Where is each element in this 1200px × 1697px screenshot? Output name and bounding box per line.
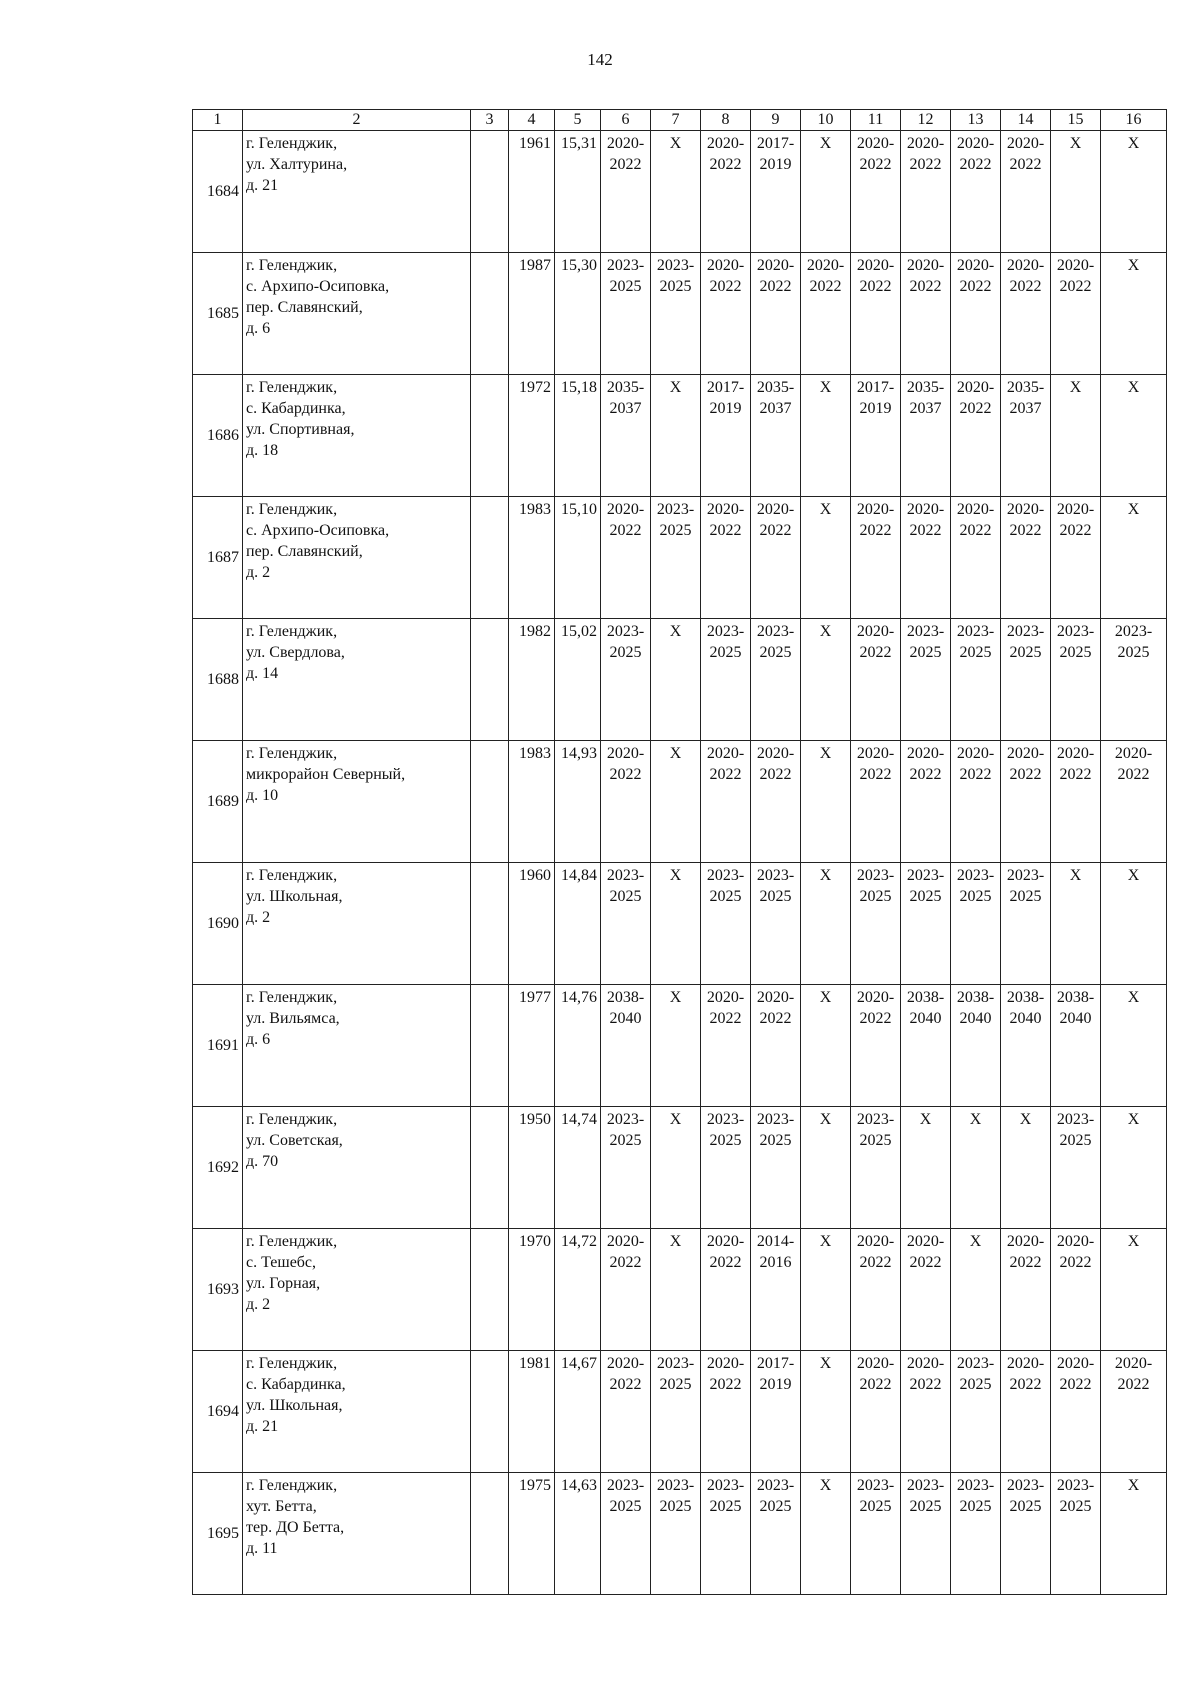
address-line: г. Геленджик, xyxy=(246,989,338,1006)
table-row xyxy=(193,1229,1167,1351)
column-header-13: 13 xyxy=(951,110,1001,131)
year-cell: 1975 xyxy=(509,1473,555,1595)
period-cell: 2020- 2022 xyxy=(601,1229,651,1351)
table-row xyxy=(193,253,1167,375)
column-header-6: 6 xyxy=(601,110,651,131)
period-cell: X xyxy=(1101,1229,1167,1351)
period-cell: 2020- 2022 xyxy=(951,741,1001,863)
address-line: ул. Спортивная, xyxy=(246,421,355,438)
period-cell: 2023- 2025 xyxy=(701,619,751,741)
period-cell: X xyxy=(1101,1473,1167,1595)
period-cell: X xyxy=(801,863,851,985)
address-line: ул. Школьная, xyxy=(246,888,343,905)
period-cell: 2023- 2025 xyxy=(1001,1473,1051,1595)
period-cell: 2020- 2022 xyxy=(601,741,651,863)
value-cell: 15,18 xyxy=(555,375,601,497)
period-cell: 2020- 2022 xyxy=(1101,741,1167,863)
address-line: г. Геленджик, xyxy=(246,1477,338,1494)
table-row xyxy=(193,131,1167,253)
period-cell: 2020- 2022 xyxy=(1051,253,1101,375)
period-cell: 2020- 2022 xyxy=(951,497,1001,619)
period-cell: 2020- 2022 xyxy=(751,741,801,863)
period-cell: X xyxy=(1051,375,1101,497)
address-line: д. 14 xyxy=(246,665,279,682)
address-line: с. Архипо-Осиповка, xyxy=(246,278,390,295)
address-line: г. Геленджик, xyxy=(246,1233,338,1250)
row-number: 1686 xyxy=(193,375,243,497)
period-cell: X xyxy=(1101,985,1167,1107)
period-cell: 2020- 2022 xyxy=(1001,131,1051,253)
period-cell: 2020- 2022 xyxy=(851,1351,901,1473)
column-header-4: 4 xyxy=(509,110,555,131)
period-cell: 2023- 2025 xyxy=(601,253,651,375)
period-cell: 2020- 2022 xyxy=(851,253,901,375)
period-cell: 2020- 2022 xyxy=(701,253,751,375)
value-cell: 15,30 xyxy=(555,253,601,375)
column-header-16: 16 xyxy=(1101,110,1167,131)
period-cell: 2023- 2025 xyxy=(601,1107,651,1229)
empty-cell xyxy=(471,1351,509,1473)
period-cell: X xyxy=(1101,253,1167,375)
address-line: д. 21 xyxy=(246,1418,279,1435)
period-cell: X xyxy=(651,985,701,1107)
period-cell: 2017- 2019 xyxy=(751,1351,801,1473)
address-line: ул. Школьная, xyxy=(246,1397,343,1414)
year-cell: 1960 xyxy=(509,863,555,985)
period-cell: 2020- 2022 xyxy=(701,1351,751,1473)
period-cell: 2020- 2022 xyxy=(851,741,901,863)
address-line: тер. ДО Бетта, xyxy=(246,1519,345,1536)
period-cell: 2020- 2022 xyxy=(851,131,901,253)
year-cell: 1982 xyxy=(509,619,555,741)
period-cell: 2020- 2022 xyxy=(1001,497,1051,619)
address-cell xyxy=(243,253,471,375)
address-line: д. 10 xyxy=(246,787,279,804)
period-cell: 2038- 2040 xyxy=(1051,985,1101,1107)
period-cell: 2023- 2025 xyxy=(751,1473,801,1595)
period-cell: 2023- 2025 xyxy=(701,863,751,985)
period-cell: 2020- 2022 xyxy=(751,253,801,375)
address-line: с. Кабардинка, xyxy=(246,1376,346,1393)
period-cell: X xyxy=(1051,863,1101,985)
column-header-5: 5 xyxy=(555,110,601,131)
period-cell: 2038- 2040 xyxy=(901,985,951,1107)
column-number-row xyxy=(193,110,1167,131)
period-cell: 2020- 2022 xyxy=(751,985,801,1107)
period-cell: 2020- 2022 xyxy=(1051,497,1101,619)
address-line: ул. Советская, xyxy=(246,1132,343,1149)
period-cell: 2020- 2022 xyxy=(851,985,901,1107)
address-line: г. Геленджик, xyxy=(246,135,338,152)
empty-cell xyxy=(471,619,509,741)
period-cell: X xyxy=(801,741,851,863)
empty-cell xyxy=(471,1107,509,1229)
year-cell: 1983 xyxy=(509,741,555,863)
row-number: 1693 xyxy=(193,1229,243,1351)
period-cell: X xyxy=(1051,131,1101,253)
period-cell: 2023- 2025 xyxy=(851,863,901,985)
period-cell: 2020- 2022 xyxy=(701,497,751,619)
period-cell: 2020- 2022 xyxy=(1051,741,1101,863)
period-cell: 2023- 2025 xyxy=(1051,1107,1101,1229)
year-cell: 1961 xyxy=(509,131,555,253)
period-cell: 2023- 2025 xyxy=(951,1473,1001,1595)
row-number: 1692 xyxy=(193,1107,243,1229)
period-cell: 2020- 2022 xyxy=(901,1229,951,1351)
address-cell xyxy=(243,741,471,863)
address-line: д. 2 xyxy=(246,1296,271,1313)
period-cell: X xyxy=(651,863,701,985)
period-cell: 2023- 2025 xyxy=(851,1107,901,1229)
period-cell: 2020- 2022 xyxy=(701,1229,751,1351)
year-cell: 1972 xyxy=(509,375,555,497)
value-cell: 14,63 xyxy=(555,1473,601,1595)
period-cell: X xyxy=(1101,1107,1167,1229)
value-cell: 15,02 xyxy=(555,619,601,741)
period-cell: 2020- 2022 xyxy=(1051,1351,1101,1473)
table-row xyxy=(193,985,1167,1107)
period-cell: 2023- 2025 xyxy=(901,863,951,985)
period-cell: 2023- 2025 xyxy=(851,1473,901,1595)
column-header-15: 15 xyxy=(1051,110,1101,131)
address-cell xyxy=(243,131,471,253)
address-line: ул. Свердлова, xyxy=(246,644,345,661)
period-cell: X xyxy=(1001,1107,1051,1229)
address-cell xyxy=(243,375,471,497)
address-line: г. Геленджик, xyxy=(246,623,338,640)
address-line: хут. Бетта, xyxy=(246,1498,317,1515)
year-cell: 1981 xyxy=(509,1351,555,1473)
period-cell: 2023- 2025 xyxy=(1051,1473,1101,1595)
period-cell: 2020- 2022 xyxy=(601,131,651,253)
address-cell xyxy=(243,497,471,619)
period-cell: X xyxy=(901,1107,951,1229)
period-cell: 2020- 2022 xyxy=(851,1229,901,1351)
year-cell: 1977 xyxy=(509,985,555,1107)
address-line: д. 2 xyxy=(246,909,271,926)
period-cell: 2020- 2022 xyxy=(1101,1351,1167,1473)
empty-cell xyxy=(471,863,509,985)
empty-cell xyxy=(471,497,509,619)
period-cell: 2023- 2025 xyxy=(951,863,1001,985)
period-cell: X xyxy=(801,985,851,1107)
period-cell: X xyxy=(651,375,701,497)
period-cell: 2023- 2025 xyxy=(601,1473,651,1595)
empty-cell xyxy=(471,1473,509,1595)
year-cell: 1950 xyxy=(509,1107,555,1229)
period-cell: 2035- 2037 xyxy=(1001,375,1051,497)
period-cell: 2020- 2022 xyxy=(901,1351,951,1473)
column-header-8: 8 xyxy=(701,110,751,131)
period-cell: X xyxy=(651,619,701,741)
period-cell: 2023- 2025 xyxy=(1101,619,1167,741)
period-cell: 2023- 2025 xyxy=(601,863,651,985)
period-cell: 2023- 2025 xyxy=(951,619,1001,741)
period-cell: 2020- 2022 xyxy=(701,985,751,1107)
table-row xyxy=(193,497,1167,619)
row-number: 1685 xyxy=(193,253,243,375)
period-cell: 2023- 2025 xyxy=(751,619,801,741)
period-cell: X xyxy=(951,1107,1001,1229)
period-cell: 2020- 2022 xyxy=(901,253,951,375)
period-cell: 2023- 2025 xyxy=(901,1473,951,1595)
address-cell xyxy=(243,1229,471,1351)
address-line: г. Геленджик, xyxy=(246,867,338,884)
address-line: г. Геленджик, xyxy=(246,1355,338,1372)
table-body xyxy=(193,131,1167,1595)
period-cell: X xyxy=(1101,131,1167,253)
period-cell: X xyxy=(801,375,851,497)
value-cell: 14,76 xyxy=(555,985,601,1107)
row-number: 1691 xyxy=(193,985,243,1107)
period-cell: X xyxy=(651,741,701,863)
table-row xyxy=(193,1351,1167,1473)
column-header-3: 3 xyxy=(471,110,509,131)
period-cell: X xyxy=(801,1473,851,1595)
empty-cell xyxy=(471,131,509,253)
period-cell: X xyxy=(801,619,851,741)
address-line: д. 6 xyxy=(246,320,271,337)
period-cell: 2038- 2040 xyxy=(601,985,651,1107)
period-cell: 2023- 2025 xyxy=(751,863,801,985)
period-cell: 2020- 2022 xyxy=(901,131,951,253)
row-number: 1684 xyxy=(193,131,243,253)
period-cell: 2023- 2025 xyxy=(651,1351,701,1473)
address-line: д. 2 xyxy=(246,564,271,581)
value-cell: 14,84 xyxy=(555,863,601,985)
address-line: д. 11 xyxy=(246,1540,278,1557)
value-cell: 14,93 xyxy=(555,741,601,863)
address-cell xyxy=(243,863,471,985)
address-line: ул. Халтурина, xyxy=(246,156,348,173)
period-cell: 2023- 2025 xyxy=(701,1107,751,1229)
page-number: 142 xyxy=(587,50,613,69)
period-cell: X xyxy=(801,1351,851,1473)
period-cell: 2020- 2022 xyxy=(951,375,1001,497)
period-cell: 2020- 2022 xyxy=(951,131,1001,253)
period-cell: 2023- 2025 xyxy=(651,253,701,375)
period-cell: X xyxy=(1101,863,1167,985)
period-cell: 2023- 2025 xyxy=(1051,619,1101,741)
period-cell: 2020- 2022 xyxy=(1051,1229,1101,1351)
address-line: пер. Славянский, xyxy=(246,299,363,316)
column-header-10: 10 xyxy=(801,110,851,131)
period-cell: X xyxy=(801,1107,851,1229)
repair-schedule-table xyxy=(192,109,1167,1595)
column-header-14: 14 xyxy=(1001,110,1051,131)
period-cell: 2020- 2022 xyxy=(751,497,801,619)
table-row xyxy=(193,1107,1167,1229)
period-cell: 2035- 2037 xyxy=(751,375,801,497)
year-cell: 1983 xyxy=(509,497,555,619)
address-line: д. 70 xyxy=(246,1153,279,1170)
period-cell: 2020- 2022 xyxy=(951,253,1001,375)
period-cell: X xyxy=(651,1107,701,1229)
period-cell: 2038- 2040 xyxy=(1001,985,1051,1107)
period-cell: X xyxy=(1101,375,1167,497)
table-row xyxy=(193,1473,1167,1595)
address-line: д. 21 xyxy=(246,177,279,194)
address-line: с. Тешебс, xyxy=(246,1254,317,1271)
empty-cell xyxy=(471,1229,509,1351)
address-cell xyxy=(243,985,471,1107)
period-cell: 2020- 2022 xyxy=(601,1351,651,1473)
address-line: пер. Славянский, xyxy=(246,543,363,560)
period-cell: X xyxy=(801,1229,851,1351)
period-cell: X xyxy=(801,131,851,253)
period-cell: 2035- 2037 xyxy=(601,375,651,497)
empty-cell xyxy=(471,253,509,375)
period-cell: X xyxy=(951,1229,1001,1351)
period-cell: 2020- 2022 xyxy=(901,497,951,619)
address-line: г. Геленджик, xyxy=(246,257,338,274)
table-row xyxy=(193,863,1167,985)
row-number: 1694 xyxy=(193,1351,243,1473)
period-cell: 2023- 2025 xyxy=(651,497,701,619)
period-cell: 2023- 2025 xyxy=(701,1473,751,1595)
empty-cell xyxy=(471,375,509,497)
period-cell: 2023- 2025 xyxy=(751,1107,801,1229)
address-cell xyxy=(243,1473,471,1595)
empty-cell xyxy=(471,741,509,863)
column-header-7: 7 xyxy=(651,110,701,131)
address-cell xyxy=(243,1107,471,1229)
period-cell: 2020- 2022 xyxy=(1001,1351,1051,1473)
period-cell: 2038- 2040 xyxy=(951,985,1001,1107)
year-cell: 1987 xyxy=(509,253,555,375)
period-cell: X xyxy=(801,497,851,619)
table-row xyxy=(193,375,1167,497)
address-line: с. Архипо-Осиповка, xyxy=(246,522,390,539)
empty-cell xyxy=(471,985,509,1107)
address-line: д. 18 xyxy=(246,442,279,459)
address-line: ул. Горная, xyxy=(246,1275,321,1292)
row-number: 1687 xyxy=(193,497,243,619)
column-header-1: 1 xyxy=(193,110,243,131)
period-cell: X xyxy=(651,1229,701,1351)
address-line: г. Геленджик, xyxy=(246,1111,338,1128)
column-header-2: 2 xyxy=(243,110,471,131)
year-cell: 1970 xyxy=(509,1229,555,1351)
period-cell: X xyxy=(651,131,701,253)
period-cell: 2020- 2022 xyxy=(1001,253,1051,375)
column-header-9: 9 xyxy=(751,110,801,131)
value-cell: 15,31 xyxy=(555,131,601,253)
period-cell: X xyxy=(1101,497,1167,619)
table-row xyxy=(193,741,1167,863)
address-line: микрорайон Северный, xyxy=(246,766,406,783)
address-cell xyxy=(243,1351,471,1473)
address-line: г. Геленджик, xyxy=(246,379,338,396)
period-cell: 2014- 2016 xyxy=(751,1229,801,1351)
address-line: г. Геленджик, xyxy=(246,745,338,762)
value-cell: 15,10 xyxy=(555,497,601,619)
period-cell: 2020- 2022 xyxy=(851,619,901,741)
column-header-12: 12 xyxy=(901,110,951,131)
period-cell: 2020- 2022 xyxy=(1001,1229,1051,1351)
period-cell: 2017- 2019 xyxy=(851,375,901,497)
address-line: г. Геленджик, xyxy=(246,501,338,518)
period-cell: 2020- 2022 xyxy=(801,253,851,375)
table-row xyxy=(193,619,1167,741)
address-line: ул. Вильямса, xyxy=(246,1010,340,1027)
period-cell: 2035- 2037 xyxy=(901,375,951,497)
period-cell: 2020- 2022 xyxy=(701,741,751,863)
address-line: д. 6 xyxy=(246,1031,271,1048)
row-number: 1689 xyxy=(193,741,243,863)
value-cell: 14,72 xyxy=(555,1229,601,1351)
period-cell: 2023- 2025 xyxy=(1001,619,1051,741)
address-line: с. Кабардинка, xyxy=(246,400,346,417)
period-cell: 2023- 2025 xyxy=(901,619,951,741)
period-cell: 2023- 2025 xyxy=(1001,863,1051,985)
row-number: 1695 xyxy=(193,1473,243,1595)
row-number: 1690 xyxy=(193,863,243,985)
period-cell: 2023- 2025 xyxy=(951,1351,1001,1473)
period-cell: 2017- 2019 xyxy=(701,375,751,497)
row-number: 1688 xyxy=(193,619,243,741)
period-cell: 2023- 2025 xyxy=(601,619,651,741)
period-cell: 2023- 2025 xyxy=(651,1473,701,1595)
period-cell: 2020- 2022 xyxy=(851,497,901,619)
period-cell: 2020- 2022 xyxy=(901,741,951,863)
address-cell xyxy=(243,619,471,741)
value-cell: 14,74 xyxy=(555,1107,601,1229)
column-header-11: 11 xyxy=(851,110,901,131)
value-cell: 14,67 xyxy=(555,1351,601,1473)
period-cell: 2020- 2022 xyxy=(1001,741,1051,863)
period-cell: 2020- 2022 xyxy=(601,497,651,619)
period-cell: 2020- 2022 xyxy=(701,131,751,253)
period-cell: 2017- 2019 xyxy=(751,131,801,253)
